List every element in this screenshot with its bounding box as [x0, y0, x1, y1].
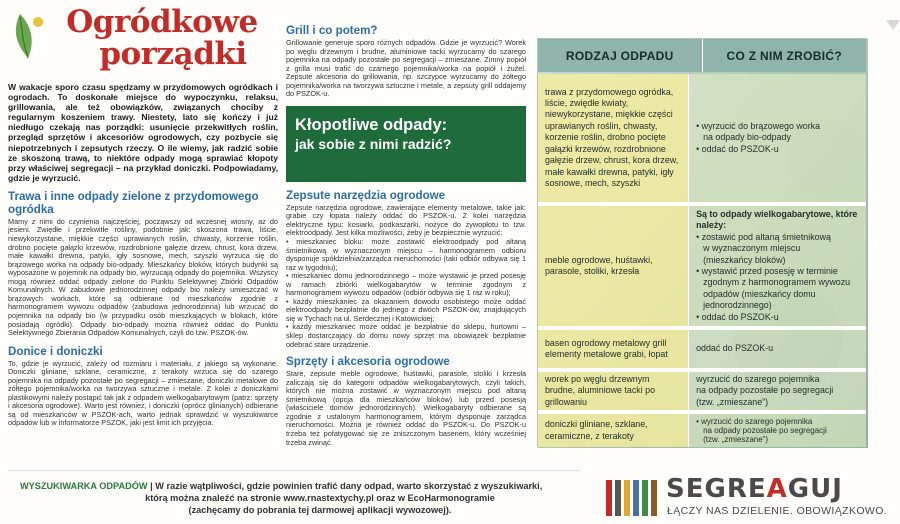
action-line: • wyrzucić do szarego pojemnika — [696, 417, 813, 426]
section-tools-title: Zepsute narzędzia ogrodowe — [286, 188, 446, 202]
action-line: • zostawić pod altaną śmietnikową — [696, 231, 831, 242]
section-tools-body: Zepsute narzędzia ogrodowe, zawierające elementy metalowe, takie jak: grabie czy łopata należy oddać do PSZOK-u. Z kolei narzędzia elektryczne typu: kosiarki, podkaszarki, nożyce do żywopłotu to tzw. elektroodpady. Jest kilka możliwości, żeby je bezpiecznie wyrzucić: — [286, 202, 526, 238]
tools-bullet: • mieszkaniec bloku: może zostawić elektroodpady pod altaną śmietnikową w wyznaczonym miejscu – harmonogramem odbioru dysponuje spółdzielnia/zarządca nieruchomości (taki odbiór odbywa się 1 raz w tygodniu); — [286, 237, 526, 272]
action-line: na odpady pozostałe po segregacji — [696, 385, 834, 396]
logo-word-end: GUJ — [787, 474, 843, 504]
tools-bullet: • każdy mieszkaniec może oddać je bezpłatnie do sklepu, hurtowni – sklep dostarczający do domu nowy sprzęt ma obowiązek bezpłatnie odebrać stare urządzenie. — [286, 322, 526, 349]
section-grass-title: Trawa i inne odpady zielone z przydomowego ogródka — [8, 189, 259, 216]
section-pots-body: To, gdzie je wyrzucić, zależy od rozmiaru i materiału, z jakiego są wykonane. Doniczki gliniane, szklane, ceramiczne, z terakoty wrzuca się do szarego pojemnika na odpady pozostałe po segregacji – zmieszane, doniczki metalowe do żółtego pojemnika/worka na tworzywa sztuczne i metale. Z kolei z doniczkami plastikowymi należy postąpić tak jak z odpadem wielkogabarytowym (patrz: sprzęty i akcesoria ogrodowe). Warto jest również, i doniczki (oprócz glinianych) odbierane są od mieszkańców w PSZOK-ach, warto jednak sprawdzić w wyszukiwarce odpadów lub w informatorze PSZOK, jaki jest limit ich przyjęcia. — [8, 358, 278, 428]
section-pots-title: Donice i doniczki — [8, 344, 103, 358]
logo-wordmark — [666, 475, 843, 503]
action-cell — [689, 74, 866, 202]
action-line: zgodnym z harmonogramem wywozu — [703, 277, 851, 288]
action-line: (tzw. „zmieszane”) — [703, 435, 768, 444]
highlight-box-title: Kłopotliwe odpady: — [295, 115, 448, 134]
tools-bullet: • mieszkaniec domu jednorodzinnego – może wystawić je przed posesję w ramach zbiórki wielkogabarytów w terminie zgodnym z harmonogramem wywozu odpadów (odbiór odbywa się 1 raz w roku); — [286, 271, 526, 298]
table-row — [538, 74, 866, 202]
footer-line-1: | W razie wątpliwości, gdzie powinien trafić dany odpad, warto skorzystać z wyszukiwarki, — [150, 481, 543, 491]
action-line: (tzw. „zmieszane”) — [696, 396, 769, 407]
table-header — [538, 39, 866, 72]
section-tools-bullets — [286, 238, 526, 349]
action-cell — [689, 372, 866, 410]
action-cell — [689, 414, 866, 447]
logo-bars-icon — [606, 478, 658, 518]
action-line: • wyrzucić do brązowego worka — [696, 120, 821, 131]
page-title — [8, 6, 278, 70]
table-row — [538, 330, 866, 368]
header-waste-type: RODZAJ ODPADU — [538, 39, 703, 72]
footer-line-3: (zachęcamy do pobrania tej darmowej aplikacji wywozowej). — [188, 504, 452, 515]
logo-word-accent: A — [766, 474, 788, 504]
table-row — [538, 206, 866, 326]
section-grill-body: Grillowanie generuje sporo różnych odpadów. Gdzie je wyrzucić? Worek po węglu drzewnym i brudne, aluminiowe tacki wyrzucamy do szarego pojemnika na odpady pozostałe po segregacji – zmieszane. Zimny popiół z grilla musi trafić do czarnego pojemnika/worka na popiół i żużel. Zepsute akcesoria do grillowania, np. szczypce wyrzucamy do żółtego pojemnika/worka na tworzywa sztuczne i metale, a zepsuty grill oddajemy do PSZOK-u. — [286, 38, 526, 99]
waste-type-cell: basen ogrodowy metalowy grill elementy metalowe grabi, łopat — [538, 330, 689, 368]
logo-tagline: ŁĄCZY NAS DZIELENIE. OBOWIĄZKOWO. — [667, 505, 888, 517]
intro-paragraph: W wakacje sporo czasu spędzamy w przydomowych ogródkach i ogrodach. To doskonałe miejsce do wypoczynku, relaksu, grillowania, ale też obowiązków, związanych chociby z regularnym koszeniem trawy. Niestety, lato się kończy i już niedługo czekają nas porządki: usunięcie przekwitłych roślin, przegląd sprzętów i akcesoriów ogrodowych, czy pozbycie się niepotrzebnych i zepsutych rzeczy. O ile wiemy, jak radzić sobie ze skoszoną trawą, to niektóre odpady mogą sprawiać kłopoty przy właściwej segregacji – na przykład doniczki. Podpowiadamy, gdzie je wyrzucić. — [8, 82, 278, 183]
section-equipment-title: Sprzęty i akcesoria ogrodowe — [286, 355, 450, 369]
action-line: na odpady bio-odpady — [703, 132, 791, 143]
waste-type-cell: worek po węglu drzewnym brudne, aluminiowe tacki po grillowaniu — [538, 372, 689, 410]
action-line: na odpady pozostałe po segregacji — [703, 426, 827, 435]
action-line: • oddać do PSZOK-u — [696, 143, 779, 154]
section-grill-title: Grill i co potem? — [286, 24, 378, 37]
logo-word-start: SEGRE — [666, 474, 767, 504]
left-column — [8, 6, 278, 454]
waste-type-cell: doniczki gliniane, szklane, ceramiczne, z terakoty — [538, 414, 689, 447]
action-line: oddać do PSZOK-u — [696, 343, 774, 354]
table-row — [538, 414, 866, 447]
action-line: odpadów (mieszkańcy domu — [703, 288, 816, 299]
leaf-decoration-icon — [8, 10, 48, 60]
action-line: • wystawić przed posesję w terminie — [696, 266, 838, 276]
search-info-footer — [20, 481, 580, 516]
title-line-2: porządki — [99, 36, 247, 72]
section-grass-body: Mamy z nimi do czynienia najczęściej, począwszy od wczesnej wiosny, aż do jesieni. Zwiędłe i przekwitłe rośliny, podobnie jak: skoszona trawa, liście, niewykorzystane, miękkie części uprawianych roślin, chwasty, korzenie roślin, drobno pocięte gałązki krzewów, rozdrobnione gałęzie drzew, chrust, kora drzew, małe kawałki drewna, patyki, igły sosnowe, mech, szyszki wyrzuca się do brązowego worka na odpady bio-odpady. Mieszkańcy bloków, których budynki są wyposażone w pojemnik na odpady bio, wyrzucają odpady do pojemnika. Wszyscy mogą również oddać odpady zielone do Punktu Selektywnej Zbiórki Odpadów Komunalnych. W zabudowie jednorodzinnej odpady bio należy umieszczać w brązowych workach, które są odbierane od mieszkańców zgodnie z harmonogramem wywozu odpadów (zabudowa jednorodzinna) lub wrzucać do pojemnika na odpady bio (w przypadku osób mieszkających w blokach, które posiadają ogródki). Odpady bio-odpady można również oddać do Punktu Selektywnego Zbierania Odpadów Komunalnych, czyli do tzw. PSZOK-ów. — [8, 216, 278, 338]
action-line: w wyznaczonym miejscu — [703, 243, 801, 254]
action-cell — [689, 330, 866, 368]
action-line: wyrzucić do szarego pojemnika — [696, 373, 820, 384]
footer-line-2: którą można znaleźć na stronie www.rnastextychy.pl oraz w EcoHarmonogramie — [145, 492, 495, 503]
middle-column — [286, 24, 526, 454]
action-line: • oddać do PSZOK-u — [696, 311, 779, 322]
waste-type-cell: trawa z przydomowego ogródka, liście, zwiędłe kwiaty, niewykorzystane, miękkie części uprawianych roślin, chwasty, korzenie roślin, drobno pocięte gałązki krzewów, rozdrobnione gałęzie drzew, chrust, kora drzew, małe kawałki drewna, patyki, igły sosnowe, mech, szyszki — [538, 74, 689, 202]
table-row — [538, 372, 866, 410]
highlight-box-subtitle: jak sobie z nimi radzić? — [295, 135, 452, 152]
header-what-to-do: CO Z NIM ZROBIĆ? — [726, 48, 842, 63]
action-cell — [689, 206, 866, 326]
action-heading: Są to odpady wielkogabarytowe, które należy: — [696, 208, 858, 231]
section-equipment-body: Stare, zepsute meble ogrodowe, huśtawki, parasole, stoliki i krzesła zaliczają się do kategorii odpadów wielkogabarytowych, czyli takich, których nie można zostawić w wyznaczonym miejscu pod altaną śmietnikową (opcja dla mieszkańców bloków) lub przed posesją (właściciele domów jednorodzinnych). Wielkogabaryty odbierane są zgodnie z ustalonym harmonogramem, którym dysponuje zarządca nieruchomości. Można je również oddać do PSZOK-u. Do PSZOK-u trzeba też pofatygować się ze zniszczonym basenem, który wcześniej trzeba zwinąć. — [286, 369, 526, 447]
waste-type-cell: meble ogrodowe, huśtawki, parasole, stoliki, krzesła — [538, 206, 689, 326]
action-line: (mieszkańcy bloków) — [703, 254, 786, 265]
segreguj-logo — [604, 474, 894, 518]
highlight-box — [286, 106, 526, 182]
footer-label: WYSZUKIWARKA ODPADÓW — [20, 481, 148, 491]
title-line-1: Ogródkowe — [66, 6, 258, 40]
tools-bullet: • każdy mieszkaniec za okazaniem dowodu osobistego może oddać elektroodpady bezpłatnie do jednego z dwóch PSZOK-ów, znajdujących się w Tychach na ul. Serdecznej i Katowickiej; — [286, 296, 526, 323]
waste-table — [537, 38, 867, 447]
corner-arrow-icon[interactable] — [886, 18, 900, 32]
footer-divider — [8, 470, 580, 471]
action-line: jednorodzinnego) — [703, 300, 772, 311]
